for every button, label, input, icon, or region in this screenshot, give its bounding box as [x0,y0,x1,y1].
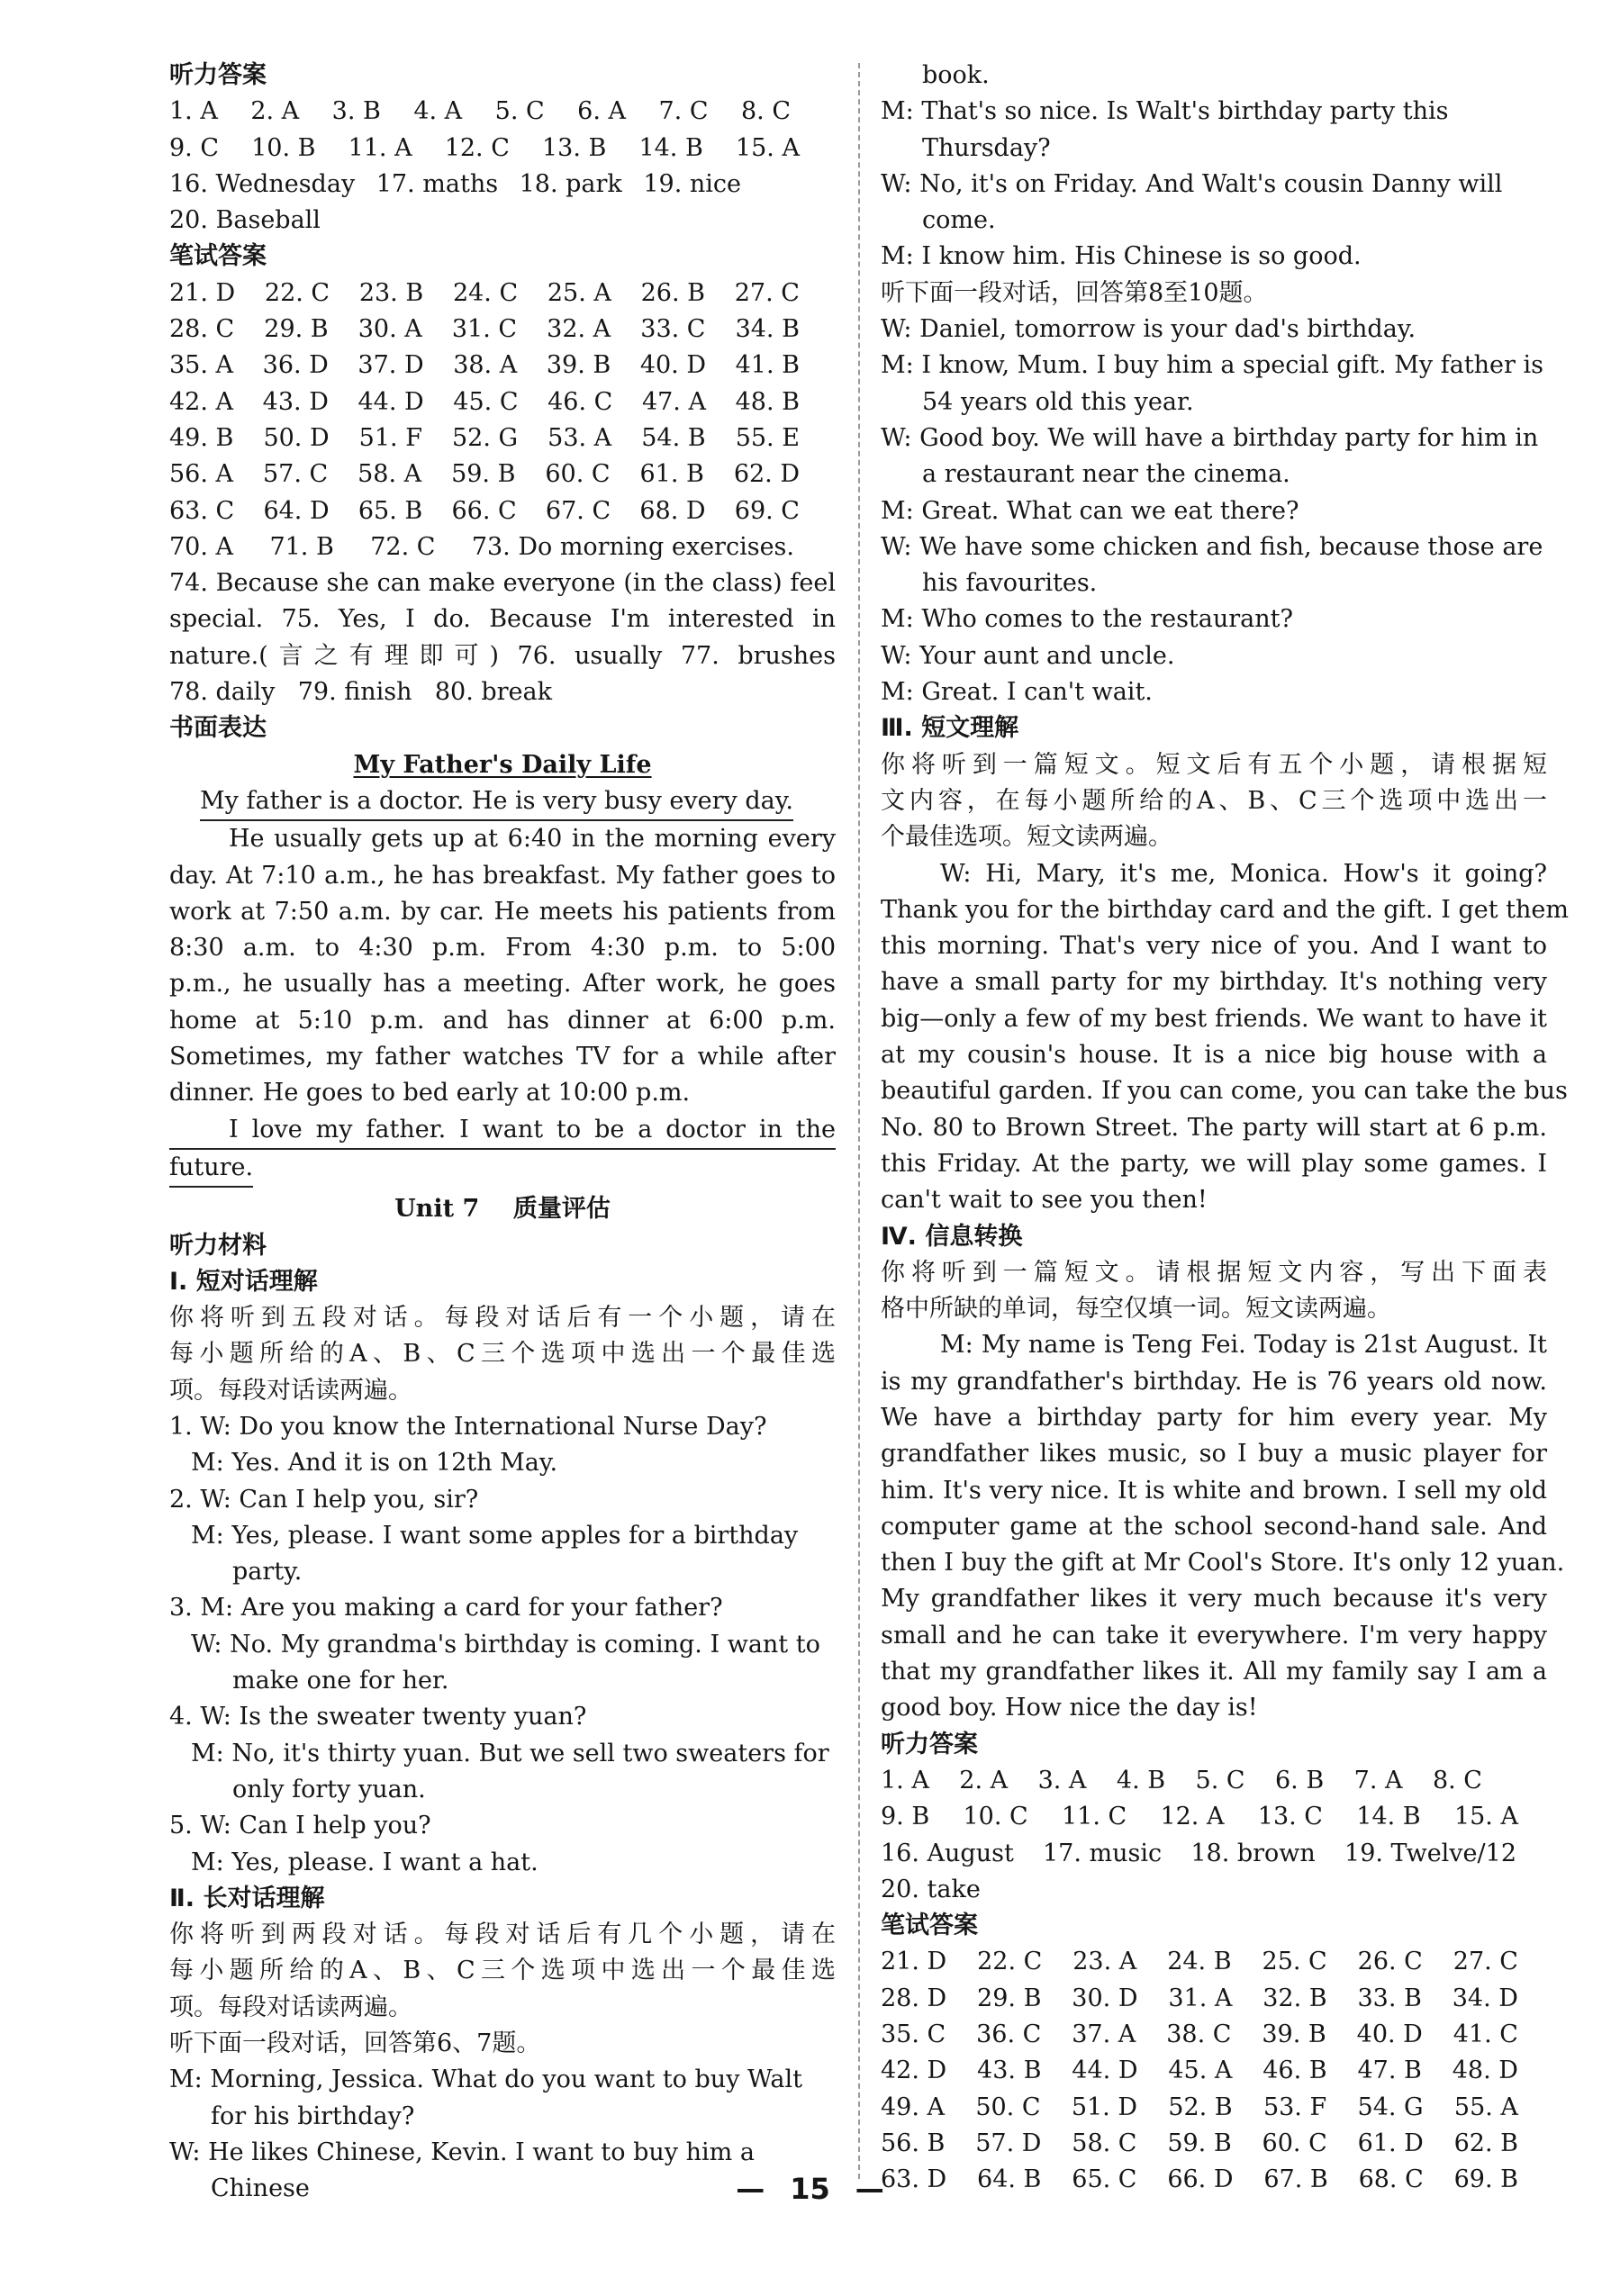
section-2-heading: Ⅱ. 长对话理解 [169,1884,325,1912]
dialog-line: M: I know him. His Chinese is so good. [881,242,1362,271]
answer: 29. B [264,315,329,344]
answer: 45. A [1168,2056,1233,2085]
answer: 16. August [881,1839,1014,1867]
answer: 33. B [1357,1984,1422,2012]
answer: 54. B [641,423,706,452]
answer: 65. C [1072,2165,1137,2194]
answer-74: 74. Because she can make everyone (in the class) feel [169,569,836,598]
answer: 3. A [1037,1766,1087,1794]
essay-line: day. At 7:10 a.m., he has breakfast. My father goes to [169,861,836,890]
answer: 2. A [959,1766,1009,1794]
written-answers-heading: 笔试答案 [881,1912,978,1940]
answer: 45. C [453,387,519,416]
essay-line: work at 7:50 a.m. by car. He meets his patients from [169,897,836,926]
answer: 79. finish [297,678,412,707]
answer-row [169,348,800,384]
answer: 33. C [640,315,706,344]
essay-line [169,1112,836,1150]
answer: 18. park [519,169,622,198]
answer: 48. D [1452,2056,1518,2085]
dialog-line: W: We have some chicken and fish, because those are his favourites. [881,532,1543,598]
answer: 42. A [169,387,234,416]
answer: 19. Twelve/12 [1344,1839,1516,1867]
answer: 60. C [1262,2129,1327,2157]
answer: 5. C [1195,1766,1245,1794]
section-4-heading: Ⅳ. 信息转换 [881,1222,1023,1251]
answer-row [169,384,800,420]
answer: 71. B [269,532,334,561]
answer: 68. D [639,496,706,525]
instruction-line: 你将听到两段对话。每段对话后有几个小题，请在 [169,1921,836,1949]
passage-line: beautiful garden. If you can come, you can take the bus [881,1077,1568,1106]
answer: 29. B [977,1984,1042,2012]
answer: 4. B [1116,1766,1166,1794]
answer: 40. D [639,351,706,380]
passage-line: big—only a few of my best friends. We want to have it [881,1004,1547,1033]
answer: 47. A [641,387,706,416]
answer: 44. D [357,387,424,416]
answer: 57. D [975,2129,1042,2157]
dialog-line: 4. W: Is the sweater twenty yuan? [169,1703,587,1731]
answer: 59. B [451,460,516,489]
answer: 64. D [263,496,330,525]
answer: 78. daily [169,678,276,707]
instruction-line: 每小题所给的A、B、C三个选项中选出一个最佳选 [169,1957,836,1985]
passage-line: computer game at the school second-hand sale. And [881,1512,1547,1541]
answer: 10. C [963,1803,1028,1831]
essay-paragraph-1 [169,783,836,821]
answer: 24. B [1167,1948,1232,1976]
answer: 1. A [881,1766,929,1794]
passage-line: is my grandfather's birthday. He is 76 years old now. [881,1367,1547,1396]
answer: 3. B [331,97,381,126]
answer: 73. Do morning exercises. [471,532,794,561]
dialog-intro: 听下面一段对话，回答第8至10题。 [881,278,1268,307]
instruction-line: 文内容，在每小题所给的A、B、C三个选项中选出一 [881,786,1547,815]
answer: 55. A [1453,2093,1518,2121]
answer: 61. B [639,460,704,489]
instruction-line: 你将听到一篇短文。短文后有五个小题，请根据短 [881,750,1547,779]
dialog-intro: 听下面一段对话，回答第6、7题。 [169,2029,541,2058]
answer: 27. C [1453,1948,1518,1976]
answer: 67. C [545,496,611,525]
unit-title: Unit 7 质量评估 [394,1195,611,1224]
written-answers-grid [881,1944,1547,2198]
answer-row [169,94,791,130]
answer: 6. A [577,97,626,126]
answer: 52. G [452,423,519,452]
answer: 19. nice [643,169,741,198]
instruction-line: 你将听到一篇短文。请根据短文内容，写出下面表 [881,1258,1547,1287]
essay-line: My father is a doctor. He is very busy every day. [200,783,793,821]
answer: 63. C [169,496,235,525]
answer-row [881,2017,1518,2053]
answer: 37. A [1072,2020,1136,2049]
answer: 40. D [1356,2020,1423,2049]
passage-line: this morning. That's very nice of you. And I want to [881,932,1547,961]
answer-row [169,312,800,348]
answer-row [881,1799,1518,1835]
answer: 51. F [358,423,422,452]
answer: 2. A [250,97,300,126]
answer: 7. C [658,97,709,126]
left-column [169,58,836,2208]
answer: 51. D [1071,2093,1137,2121]
essay-text: future. [169,1150,253,1188]
right-column [881,58,1569,2199]
answer: 68. C [1358,2165,1424,2194]
instruction-line: 格中所缺的单词，每空仅填一词。短文读两遍。 [881,1295,1391,1324]
dialog-line: W: Daniel, tomorrow is your dad's birthday. [881,315,1416,344]
answer: 35. A [169,351,234,380]
answer: 70. A [169,532,234,561]
passage-line: No. 80 to Brown Street. The party will start at 6 p.m. [881,1113,1547,1142]
instruction-line: 每小题所给的A、B、C三个选项中选出一个最佳选 [169,1340,836,1369]
answer-76-77: nature.(言之有理即可) 76. usually 77. brushes [169,641,836,670]
answer: 21. D [169,278,236,307]
answer: 62. B [1453,2129,1518,2157]
answer: 16. Wednesday [169,169,356,198]
answer: 60. C [545,460,611,489]
answer: 44. D [1072,2056,1138,2085]
page-dash: — [736,2172,765,2206]
answer-row [881,1763,1482,1799]
answer: 37. D [357,351,424,380]
answer: 36. D [262,351,329,380]
dialog-line: M: Yes, please. I want a hat. [191,1848,538,1876]
answer-row [881,1981,1518,2017]
answer: 23. B [358,278,424,307]
essay-line: home at 5:10 p.m. and has dinner at 6:00 p.m. [169,1006,836,1035]
answer: 9. C [169,133,220,162]
instruction-line: 你将听到五段对话。每段对话后有一个小题，请在 [169,1304,836,1333]
answer: 22. C [977,1948,1043,1976]
answer: 14. B [638,133,703,162]
answer: 31. C [451,315,518,344]
answer: 30. A [357,315,422,344]
answer: 53. A [548,423,612,452]
answer: 55. E [735,423,800,452]
answer: 66. D [1167,2165,1234,2194]
dialog-line: W: No, it's on Friday. And Walt's cousin Danny will come. [881,169,1503,235]
answer: 56. A [169,460,234,489]
answer: 43. D [262,387,329,416]
answer-row [881,2090,1518,2126]
page-dash: — [855,2172,884,2206]
answer-row [169,529,794,565]
answer-row [169,131,800,167]
passage-line: My grandfather likes it very much because it's very [881,1585,1547,1614]
answer: 25. C [1262,1948,1327,1976]
instruction-line: 项。每段对话读两遍。 [169,1993,412,2021]
answer: 10. B [251,133,316,162]
dialog-line: W: No. My grandma's birthday is coming. I want to make one for her. [191,1630,820,1695]
dialog-line: M: Who comes to the restaurant? [881,605,1293,634]
answer: 8. C [1432,1766,1482,1794]
answer: 69. B [1453,2165,1518,2194]
answer: 52. B [1168,2093,1233,2121]
answer: 67. B [1263,2165,1328,2194]
answer: 23. A [1072,1948,1137,1976]
answer-row [881,1944,1518,1980]
essay-line: p.m., he usually has a meeting. After work, he goes [169,970,836,999]
passage-line: have a small party for my birthday. It's nothing very [881,968,1547,997]
page-number [0,2172,1620,2206]
passage-line: then I buy the gift at Mr Cool's Store. It's only 12 yuan. [881,1549,1565,1577]
answer: 50. C [975,2093,1041,2121]
answer: 7. A [1353,1766,1403,1794]
answer: 11. C [1061,1803,1127,1831]
answer: 72. C [370,532,436,561]
answer-row [169,276,800,312]
answer: 22. C [264,278,330,307]
answer: 49. B [169,423,234,452]
essay-line [169,1150,836,1188]
dialog-line: M: Morning, Jessica. What do you want to buy Walt for his birthday? [169,2065,803,2130]
answer-row [169,167,741,203]
answer: 18. brown [1190,1839,1316,1867]
answer: 41. C [1453,2020,1518,2049]
answer: 53. F [1263,2093,1327,2121]
writing-heading: 书面表达 [169,714,267,743]
answer: 47. B [1357,2056,1422,2085]
answer: 12. C [444,133,510,162]
dialog-line: 2. W: Can I help you, sir? [169,1485,479,1514]
answer: 46. B [1263,2056,1327,2085]
dialog-line: M: Great. I can't wait. [881,678,1153,707]
answer: 34. B [735,315,800,344]
page-number-value: 15 [790,2172,830,2206]
answer: 64. B [977,2165,1042,2194]
passage-line: can't wait to see you then! [881,1186,1208,1215]
dialog-continuation: book. [922,61,990,89]
dialog-line: M: I know, Mum. I buy him a special gift. My father is 54 years old this year. [881,351,1543,416]
instruction-line: 个最佳选项。短文读两遍。 [881,823,1172,852]
written-answers-heading: 笔试答案 [169,242,267,271]
answer-row [169,456,800,493]
dialog-line: M: No, it's thirty yuan. But we sell two sweaters for only forty yuan. [191,1739,829,1803]
answer: 27. C [734,278,800,307]
answer: 48. B [735,387,800,416]
section-1-heading: Ⅰ. 短对话理解 [169,1267,318,1296]
answer: 43. B [977,2056,1042,2085]
passage-line: good boy. How nice the day is! [881,1694,1258,1722]
passage-line: at my cousin's house. It is a nice big house with a [881,1041,1547,1070]
answer: 25. A [547,278,611,307]
answer-row [881,1836,1516,1872]
answer: 20. Baseball [169,206,321,235]
answer: 17. music [1043,1839,1163,1867]
dialog-line: W: Your aunt and uncle. [881,641,1175,670]
answer: 26. C [1357,1948,1423,1976]
dialog-line: M: That's so nice. Is Walt's birthday party this Thursday? [881,97,1449,162]
answer-row [881,2053,1518,2089]
dialog-line: W: He likes Chinese, Kevin. I want to buy him a Chinese [169,2138,755,2203]
answer: 80. break [434,678,552,707]
answer: 9. B [881,1803,930,1831]
answer: 20. take [881,1875,981,1903]
column-divider [858,63,860,2179]
listening-answers-heading: 听力答案 [881,1730,978,1758]
answer: 11. A [348,133,412,162]
answer: 62. D [733,460,800,489]
answer: 63. D [881,2165,947,2194]
answer: 24. C [452,278,519,307]
dialog-line: 1. W: Do you know the International Nurse Day? [169,1412,767,1441]
dialog-line: M: Yes. And it is on 12th May. [191,1449,558,1478]
answer: 12. A [1160,1803,1225,1831]
answer: 39. B [1262,2020,1326,2049]
answer: 38. A [453,351,518,380]
passage-line: small and he can take it everywhere. I'm very happy [881,1621,1547,1650]
answer: 49. A [881,2093,946,2121]
passage-line: We have a birthday party for him every year. My [881,1403,1547,1432]
dialog-line: 3. M: Are you making a card for your father? [169,1594,723,1623]
passage-line: W: Hi, Mary, it's me, Monica. How's it going? [940,859,1547,888]
essay-line: He usually gets up at 6:40 in the morning every [229,825,836,854]
answer: 42. D [881,2056,947,2085]
answer: 1. A [169,97,218,126]
essay-line: 8:30 a.m. to 4:30 p.m. From 4:30 p.m. to 5:00 [169,934,836,963]
answer: 54. G [1357,2093,1424,2121]
listening-answers-heading: 听力答案 [169,61,267,89]
passage-line: M: My name is Teng Fei. Today is 21st August. It [940,1331,1547,1360]
answer: 34. D [1452,1984,1518,2012]
answer: 61. D [1357,2129,1424,2157]
answer: 59. B [1167,2129,1232,2157]
answer: 14. B [1356,1803,1421,1831]
answer: 46. C [548,387,613,416]
answer: 41. B [735,351,800,380]
passage-line: grandfather likes music, so I buy a music player for [881,1440,1547,1469]
answer: 57. C [262,460,329,489]
answer: 32. A [547,315,611,344]
answer: 36. C [976,2020,1042,2049]
answer: 35. C [881,2020,946,2049]
answer: 28. D [881,1984,947,2012]
answer: 15. A [735,133,800,162]
section-3-heading: Ⅲ. 短文理解 [881,714,1019,743]
passage-line: this Friday. At the party, we will play some games. I [881,1149,1547,1178]
answer: 5. C [494,97,545,126]
dialog-line: M: Yes, please. I want some apples for a birthday party. [191,1521,799,1586]
answer: 56. B [881,2129,946,2157]
answer: 38. C [1166,2020,1232,2049]
dialog-line: M: Great. What can we eat there? [881,496,1299,525]
answer: 28. C [169,315,235,344]
dialog-line: 5. W: Can I help you? [169,1812,431,1840]
answer: 4. A [413,97,463,126]
answer: 6. B [1275,1766,1325,1794]
answer-row [169,493,800,529]
answer: 69. C [734,496,800,525]
essay-line: dinner. He goes to bed early at 10:00 p.m. [169,1079,691,1107]
dialog-line: W: Good boy. We will have a birthday party for him in a restaurant near the cinema. [881,423,1539,489]
answer: 17. maths [376,169,499,198]
answer-row [169,420,800,456]
answer: 13. C [1257,1803,1323,1831]
answer: 15. A [1453,1803,1518,1831]
answer: 50. D [263,423,330,452]
passage-line: that my grandfather likes it. All my family say I am a [881,1658,1547,1686]
answer: 65. B [357,496,423,525]
written-answers-grid [169,276,836,529]
essay-text: I love my father. I want to be a doctor in the [229,1115,836,1143]
passage-line: him. It's very nice. It is white and brown. I sell my old [881,1476,1547,1505]
answer: 30. D [1072,1984,1138,2012]
answer: 58. C [1072,2129,1137,2157]
answer: 26. B [640,278,705,307]
listening-materials-heading: 听力材料 [169,1231,267,1260]
answer: 58. A [357,460,422,489]
passage-line: Thank you for the birthday card and the gift. I get them [881,895,1569,924]
answer: 13. B [541,133,607,162]
answer: 66. C [451,496,517,525]
essay-title: My Father's Daily Life [353,750,652,779]
instruction-line: 项。每段对话读两遍。 [169,1376,412,1405]
answer: 32. B [1263,1984,1327,2012]
answer: 31. A [1168,1984,1233,2012]
essay-line: Sometimes, my father watches TV for a while after [169,1043,836,1071]
answer-row [881,2126,1518,2162]
answer: 21. D [881,1948,947,1976]
answer: 39. B [546,351,611,380]
answer-row [169,674,552,710]
answer-75: special. 75. Yes, I do. Because I'm interested in [169,605,836,634]
answer: 8. C [740,97,791,126]
